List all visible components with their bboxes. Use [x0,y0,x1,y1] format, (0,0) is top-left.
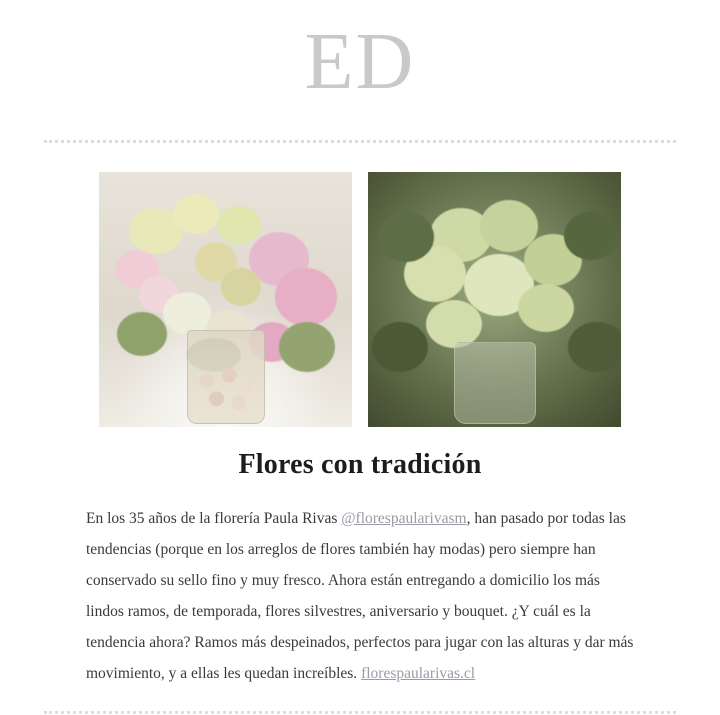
bouquet-green-image[interactable] [368,172,621,427]
foliage-eucalyptus [378,212,434,262]
divider-bottom [44,711,676,715]
foliage-eucalyptus [564,212,618,260]
foliage-leaf [117,312,167,356]
flower-ornamental-cabbage [518,284,574,332]
flower-bud-cluster [221,268,261,306]
article-headline: Flores con tradición [238,449,482,480]
masthead [0,0,720,112]
body-text-part2: , han pasado por todas las tendencias (porque en los arreglos de flores también hay modas) pero siempre han conservado su sello fino y muy fresco. Ahora están entregando a domicilio los más lindos ramos, de temporada, flores silvestres, aniversario y bouquet. ¿Y cuál es la tendencia ahora? Ramos más despeinados, perfectos para jugar con las alturas y dar más movimiento, y a ellas les quedan increíbles. [86,510,634,682]
bouquet-pastel-image[interactable] [99,172,352,427]
flower-cream [173,194,219,234]
foliage-eucalyptus [568,322,621,372]
article-body [86,503,634,689]
flower-pink [275,268,337,326]
divider-top [44,140,676,144]
flower-white [163,292,211,334]
glass-vase [187,330,265,424]
foliage-leaf [279,322,335,372]
website-link[interactable]: florespaularivas.cl [361,665,476,682]
body-text-part1: En los 35 años de la florería Paula Rivas [86,510,342,527]
brand-logo[interactable]: ED [304,18,416,106]
instagram-handle-link[interactable]: @florespaularivasm [341,510,467,527]
glass-vase [454,342,536,424]
foliage-eucalyptus [372,322,428,372]
flower-cream [217,206,261,244]
flower-ornamental-cabbage [426,300,482,348]
image-gallery [0,172,720,427]
